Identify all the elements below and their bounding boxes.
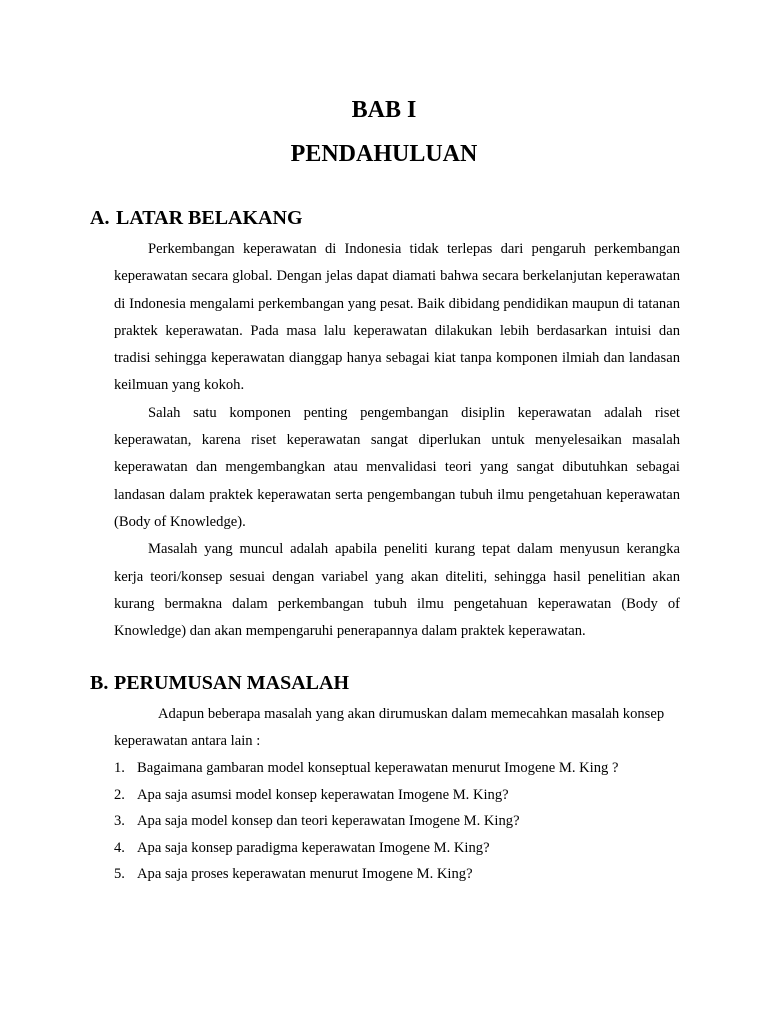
list-number: 3. (114, 813, 125, 830)
chapter-title: PENDAHULUAN (290, 141, 478, 167)
section-letter: A. (90, 207, 110, 229)
paragraph: Perkembangan keperawatan di Indonesia tidak terlepas dari pengaruh perkembangan keperawatan secara global. Dengan jelas dapat diamati bahwa secara berkelanjutan keperawatan di Indonesia mengalami perkembangan yang pesat. Baik dibidang pendidikan maupun di tatanan praktek keperawatan. Pada masa lalu keperawatan dilakukan lebih berdasarkan intuisi dan tradisi sehingga keperawatan dianggap hanya sebagai kiat tanpa komponen ilmiah dan landasan keilmuan yang kokoh. (114, 241, 680, 394)
list-number: 4. (114, 839, 125, 856)
list-item (114, 755, 680, 782)
list-number: 1. (114, 760, 125, 776)
list-number: 5. (114, 866, 125, 883)
section-letter: B. (90, 672, 109, 694)
list-item (114, 808, 680, 835)
list-text: Apa saja proses keperawatan menurut Imogene M. King? (137, 866, 473, 883)
list-number: 2. (114, 786, 125, 803)
list-text: Apa saja model konsep dan teori keperawatan Imogene M. King? (137, 813, 520, 830)
section-heading-latar-belakang (90, 206, 303, 230)
list-text: Apa saja asumsi model konsep keperawatan Imogene M. King? (137, 786, 509, 803)
paragraph: Salah satu komponen penting pengembangan disiplin keperawatan adalah riset keperawatan, karena riset keperawatan sangat diperlukan untuk menyelesaikan masalah keperawatan dan mengembangkan atau menvalidasi teori yang sangat dibutuhkan sebagai landasan dalam praktek keperawatan serta pengembangan tubuh ilmu pengetahuan keperawatan (Body of Knowledge). (114, 404, 680, 530)
section-title: PERUMUSAN MASALAH (114, 672, 349, 694)
list-text: Bagaimana gambaran model konseptual keperawatan menurut Imogene M. King ? (137, 760, 619, 776)
problem-intro: Adapun beberapa masalah yang akan dirumuskan dalam memecahkan masalah konsep keperawatan antara lain : (114, 706, 665, 749)
list-text: Apa saja konsep paradigma keperawatan Imogene M. King? (137, 839, 490, 856)
list-item (114, 835, 680, 862)
list-item (114, 782, 680, 809)
problem-list (114, 755, 680, 888)
chapter-number: BAB I (351, 97, 417, 123)
section-heading-perumusan-masalah (90, 671, 349, 695)
section-title: LATAR BELAKANG (116, 207, 303, 229)
list-item (114, 861, 680, 888)
paragraph: Masalah yang muncul adalah apabila peneliti kurang tepat dalam menyusun kerangka kerja teori/konsep sesuai dengan variabel yang akan diteliti, sehingga hasil penelitian akan kurang bermakna dalam perkembangan tubuh ilmu pengetahuan keperawatan (Body of Knowledge) dan akan mempengaruhi penerapannya dalam praktek keperawatan. (114, 541, 680, 640)
background-paragraphs (114, 236, 680, 645)
